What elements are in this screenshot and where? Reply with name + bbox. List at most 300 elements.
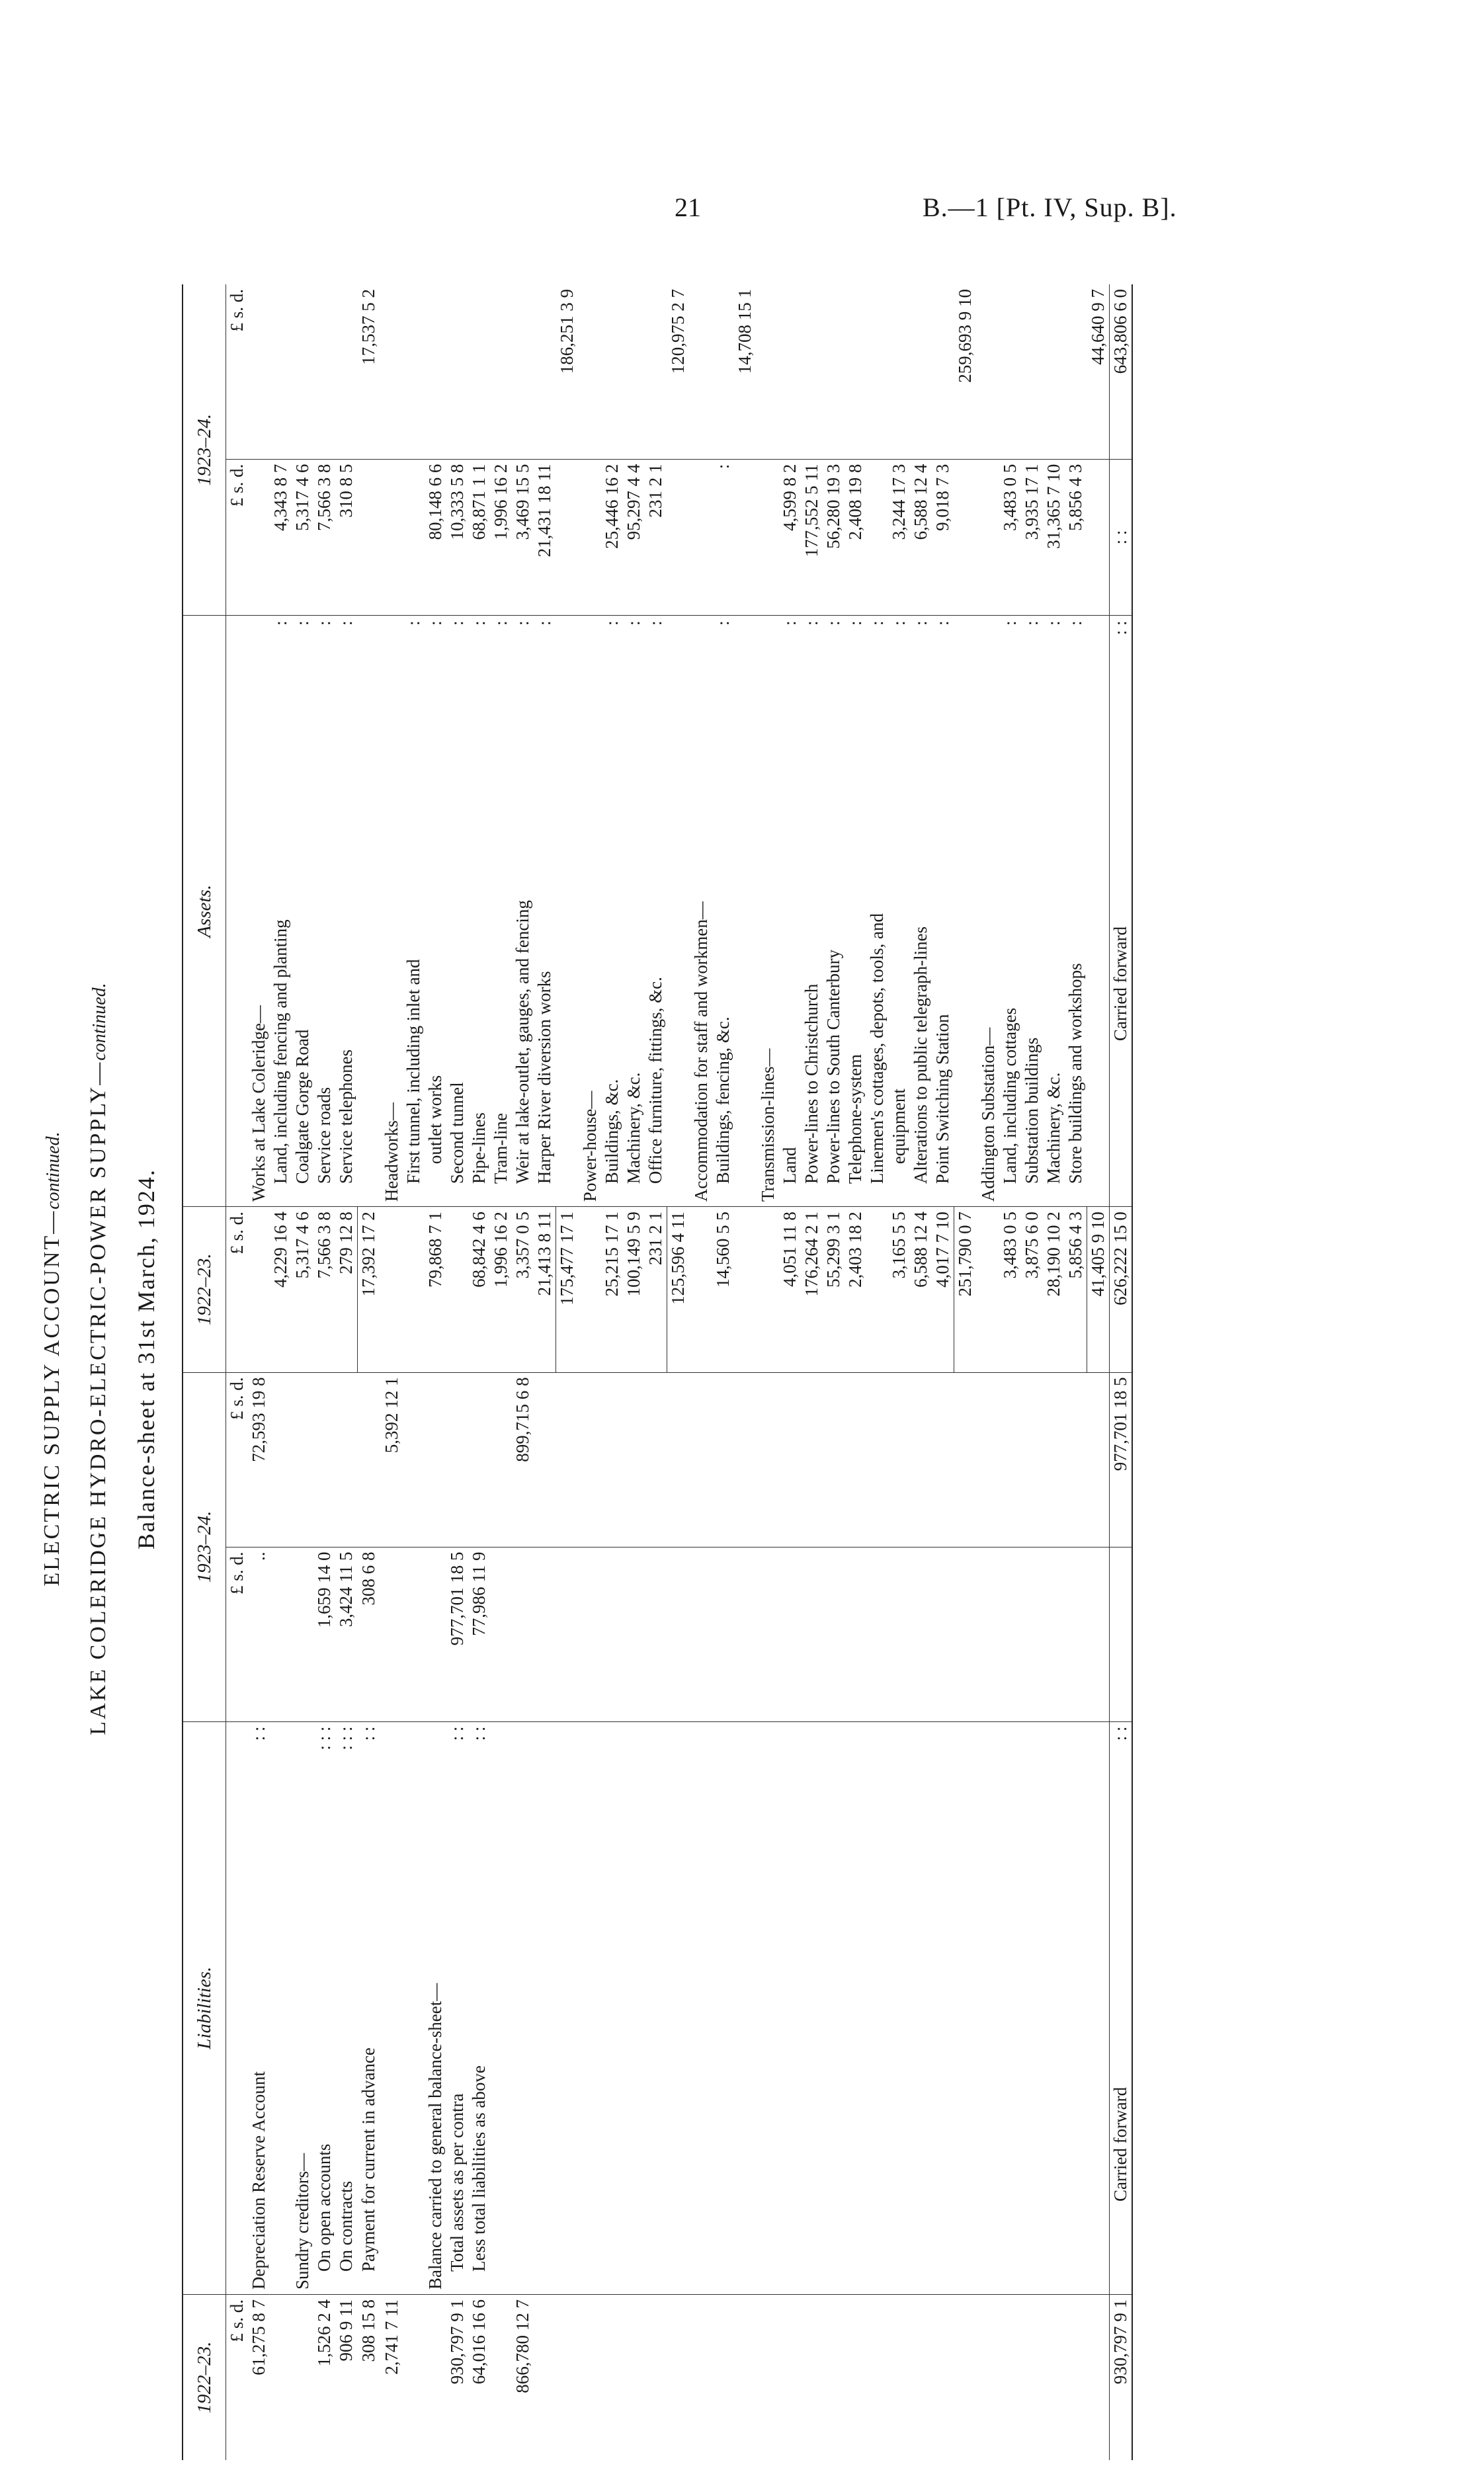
asset-label-cell	[534, 616, 556, 1207]
asset-outer-cell	[757, 284, 779, 459]
liab-inner-cell	[999, 1547, 1021, 1721]
liab-outer-cell	[335, 1372, 358, 1547]
liab-prev-cell	[999, 2295, 1021, 2460]
asset-outer-cell	[579, 284, 601, 459]
assets-prev-cell	[866, 1207, 888, 1372]
table-row	[381, 284, 403, 2460]
liab-label-cell	[712, 1721, 734, 2295]
liab-outer-cell: 5,392 12 1	[381, 1372, 403, 1547]
liab-prev-cell	[292, 2295, 313, 2460]
assets-prev-cell	[403, 1207, 425, 1372]
assets-prev-cell: 175,477 17 1	[556, 1207, 579, 1372]
asset-outer-cell	[823, 284, 845, 459]
leader-dots: :	[911, 620, 930, 626]
liab-inner-cell	[381, 1547, 403, 1721]
table-row	[292, 284, 313, 2460]
asset-label-cell	[932, 616, 954, 1207]
assets-prev-cell: 41,405 9 10	[1087, 1207, 1110, 1372]
liab-label-cell	[556, 1721, 579, 2295]
asset-label-cell	[601, 616, 623, 1207]
liab-inner-cell	[534, 1547, 556, 1721]
asset-label: Telephone-system	[845, 1054, 865, 1184]
liab-carried-prev: 930,797 9 1	[1110, 2299, 1130, 2385]
liabilities-header: Liabilities.	[183, 1721, 226, 2295]
liab-outer-cell	[490, 1372, 512, 1547]
asset-outer-cell: 186,251 3 9	[556, 284, 579, 459]
liab-inner-cell	[932, 1547, 954, 1721]
asset-inner-cell: 25,446 16 2	[601, 459, 623, 616]
liab-label-cell	[1065, 1721, 1087, 2295]
asset-label-cell	[954, 616, 977, 1207]
liab-prev-cell: 1,526 2 4	[314, 2299, 334, 2367]
liab-label-cell	[512, 1721, 534, 2295]
asset-outer-cell	[623, 284, 645, 459]
liab-inner-cell	[712, 1547, 734, 1721]
asset-label: Accommodation for staff and workmen—	[691, 901, 711, 1202]
liab-inner-cell	[1087, 1547, 1110, 1721]
liab-inner-cell	[1021, 1547, 1043, 1721]
table-row	[358, 284, 380, 2460]
asset-label-cell	[734, 616, 756, 1207]
table-row	[1043, 284, 1065, 2460]
leader-dots: : :	[358, 1726, 378, 1741]
page-number: 21	[675, 192, 701, 222]
table-row	[645, 284, 667, 2460]
asset-inner-cell: 310 8 5	[335, 459, 358, 616]
liab-label-cell	[490, 1721, 512, 2295]
asset-inner-cell: 4,343 8 7	[270, 459, 292, 616]
asset-inner-cell	[977, 459, 999, 616]
liab-label-cell	[954, 1721, 977, 2295]
asset-outer-cell	[313, 284, 335, 459]
asset-outer-cell	[977, 284, 999, 459]
assets-prev-cell	[248, 1207, 270, 1372]
liab-prev-cell	[977, 2295, 999, 2460]
liab-outer-cell	[757, 1372, 779, 1547]
asset-inner-cell: 6,588 12 4	[910, 459, 932, 616]
asset-inner-cell	[556, 459, 579, 616]
assets-curr-header: 1923–24.	[183, 284, 226, 616]
leader-dots: :	[447, 620, 467, 626]
table-row	[313, 284, 335, 2460]
asset-label: Power-house—	[580, 1091, 600, 1202]
asset-outer-cell	[845, 284, 866, 459]
liab-prev-cell	[888, 2295, 910, 2460]
leader-dots: :	[867, 620, 887, 626]
table-row	[932, 284, 954, 2460]
assets-prev-cell: 176,264 2 1	[801, 1207, 823, 1372]
liab-prev-cell	[425, 2295, 446, 2460]
liab-inner-cell	[866, 1547, 888, 1721]
asset-label-cell	[823, 616, 845, 1207]
asset-outer-cell	[270, 284, 292, 459]
assets-prev-cell	[690, 1207, 712, 1372]
unit-label: £ s. d.	[226, 1207, 249, 1372]
liab-label-cell	[757, 1721, 779, 2295]
liab-outer-cell	[601, 1372, 623, 1547]
liab-inner-cell	[1065, 1547, 1087, 1721]
asset-label: equipment	[889, 1089, 909, 1165]
asset-inner-cell: :	[712, 459, 734, 616]
liab-prev-cell	[534, 2295, 556, 2460]
liab-carried-total: 977,701 18 5	[1110, 1372, 1133, 1547]
liab-label-cell	[645, 1721, 667, 2295]
leader-dots: :	[845, 620, 865, 626]
liab-outer-cell	[313, 1372, 335, 1547]
asset-inner-cell	[248, 459, 270, 616]
unit-label: £ s. d.	[226, 1372, 249, 1547]
asset-label-cell	[779, 616, 801, 1207]
liab-label-cell	[335, 1721, 358, 2295]
assets-prev-cell: 1,996 16 2	[490, 1207, 512, 1372]
liab-label-cell	[534, 1721, 556, 2295]
table-row	[1087, 284, 1110, 2460]
asset-label: Substation buildings	[1022, 1037, 1042, 1184]
leader-dots: :	[823, 620, 843, 626]
liab-prev-cell	[801, 2295, 823, 2460]
asset-inner-cell: 2,408 19 8	[845, 459, 866, 616]
asset-label-cell	[381, 616, 403, 1207]
liab-inner-cell	[623, 1547, 645, 1721]
asset-inner-cell: 177,552 5 11	[801, 459, 823, 616]
liab-label-cell	[910, 1721, 932, 2295]
liab-label: Less total liabilities as above	[469, 2065, 489, 2272]
leader-dots: :	[425, 620, 445, 626]
leader-dots: :	[889, 620, 909, 626]
liab-inner-cell	[490, 1547, 512, 1721]
liab-prev-cell	[845, 2295, 866, 2460]
liab-label-cell	[999, 1721, 1021, 2295]
leader-dots: :	[780, 620, 800, 626]
table-row	[866, 284, 888, 2460]
asset-label: Store buildings and workshops	[1065, 963, 1085, 1184]
liab-label-cell	[358, 1721, 380, 2295]
asset-inner-cell	[1087, 459, 1110, 616]
assets-prev-cell: 125,596 4 11	[667, 1207, 690, 1372]
asset-inner-cell: 68,871 1 1	[468, 459, 490, 616]
liab-label-cell	[734, 1721, 756, 2295]
table-row	[667, 284, 690, 2460]
liab-outer-cell	[579, 1372, 601, 1547]
liab-prev-cell	[623, 2295, 645, 2460]
liab-prev-cell	[667, 2295, 690, 2460]
asset-label: Land, including fencing and planting	[270, 919, 290, 1184]
asset-label: Buildings, &c.	[602, 1079, 622, 1184]
asset-label-cell	[866, 616, 888, 1207]
asset-inner-cell: 1,996 16 2	[490, 459, 512, 616]
asset-outer-cell	[381, 284, 403, 459]
asset-outer-cell: 14,708 15 1	[734, 284, 756, 459]
liab-label-cell	[446, 1721, 468, 2295]
asset-outer-cell	[446, 284, 468, 459]
asset-inner-cell	[757, 459, 779, 616]
asset-label-cell	[248, 616, 270, 1207]
asset-outer-cell	[490, 284, 512, 459]
asset-inner-cell	[667, 459, 690, 616]
liab-prev-cell	[954, 2295, 977, 2460]
assets-prev-cell: 5,317 4 6	[292, 1207, 313, 1372]
asset-label: Buildings, fencing, &c.	[713, 1016, 733, 1184]
table-row	[446, 284, 468, 2460]
liab-label-cell	[977, 1721, 999, 2295]
unit-label: £ s. d.	[226, 459, 249, 616]
liab-outer-cell	[888, 1372, 910, 1547]
liab-prev-cell	[932, 2295, 954, 2460]
table-row	[779, 284, 801, 2460]
asset-label: Service roads	[314, 1087, 334, 1184]
table-body	[248, 284, 1110, 2460]
liab-inner-cell	[667, 1547, 690, 1721]
asset-outer-cell	[712, 284, 734, 459]
leader-dots: :	[932, 620, 952, 626]
asset-outer-cell	[999, 284, 1021, 459]
liab-inner-cell	[823, 1547, 845, 1721]
leader-dots: :	[1044, 620, 1063, 626]
asset-inner-cell: 7,566 3 8	[313, 459, 335, 616]
asset-label-cell	[403, 616, 425, 1207]
heading-electric-supply: ELECTRIC SUPPLY ACCOUNT—continued.	[40, 1132, 64, 1587]
liab-inner-cell	[779, 1547, 801, 1721]
leader-dots: :	[624, 620, 643, 626]
liab-outer-cell	[977, 1372, 999, 1547]
liab-inner-cell	[403, 1547, 425, 1721]
liab-label-cell	[823, 1721, 845, 2295]
table-row	[490, 284, 512, 2460]
liab-label-cell	[248, 1721, 270, 2295]
liab-inner-cell: 1,659 14 0	[313, 1547, 335, 1721]
liab-inner-cell	[910, 1547, 932, 1721]
carried-forward-row: 930,797 9 1 Carried forward : : 977,701 18 5 626,222 15 0 Carried forward : : : : 643,806 6 0	[1110, 284, 1133, 2460]
asset-inner-cell: 3,935 17 1	[1021, 459, 1043, 616]
table-row	[403, 284, 425, 2460]
assets-prev-cell: 5,856 4 3	[1065, 1207, 1087, 1372]
liab-inner-cell: ..	[248, 1547, 270, 1721]
asset-label: outlet works	[425, 1075, 445, 1165]
liab-curr-header: 1923–24.	[183, 1372, 226, 1721]
liab-outer-cell	[690, 1372, 712, 1547]
asset-outer-cell	[468, 284, 490, 459]
asset-inner-cell: 31,365 7 10	[1043, 459, 1065, 616]
table-row	[248, 284, 270, 2460]
asset-outer-cell	[425, 284, 446, 459]
liab-outer-cell	[556, 1372, 579, 1547]
asset-label: Pipe-lines	[469, 1112, 489, 1184]
liab-inner-cell	[801, 1547, 823, 1721]
liab-prev-cell	[712, 2295, 734, 2460]
liab-label-cell	[1087, 1721, 1110, 2295]
liab-inner-cell	[556, 1547, 579, 1721]
asset-inner-cell: 10,333 5 8	[446, 459, 468, 616]
page-reference: B.—1 [Pt. IV, Sup. B].	[923, 192, 1177, 222]
asset-inner-cell: 80,148 6 6	[425, 459, 446, 616]
liab-label-cell	[601, 1721, 623, 2295]
table-row	[734, 284, 756, 2460]
liab-label-cell	[292, 1721, 313, 2295]
asset-label: Addington Substation—	[978, 1027, 998, 1202]
asset-inner-cell	[690, 459, 712, 616]
assets-prev-cell: 251,790 0 7	[954, 1207, 977, 1372]
asset-label-cell	[910, 616, 932, 1207]
liab-prev-cell	[601, 2295, 623, 2460]
asset-label-cell	[1043, 616, 1065, 1207]
liab-prev-cell	[1043, 2295, 1065, 2460]
liab-label-cell	[1043, 1721, 1065, 2295]
liab-inner-cell	[954, 1547, 977, 1721]
rotated-balance-sheet	[40, 258, 1462, 2460]
asset-label: Coalgate Gorge Road	[292, 1029, 312, 1184]
asset-inner-cell	[734, 459, 756, 616]
assets-prev-cell: 4,017 7 10	[932, 1207, 954, 1372]
table-row	[556, 284, 579, 2460]
leader-dots: :	[491, 620, 511, 626]
leader-dots: : : :	[336, 1726, 356, 1751]
asset-outer-cell	[779, 284, 801, 459]
liab-prev-header: 1922–23.	[183, 2295, 226, 2460]
liab-label-cell	[623, 1721, 645, 2295]
liab-outer-cell	[292, 1372, 313, 1547]
table-row	[1065, 284, 1087, 2460]
liab-prev-cell	[270, 2295, 292, 2460]
liab-outer-cell	[403, 1372, 425, 1547]
liab-prev-cell: 308 15 8	[358, 2299, 378, 2362]
asset-label: Machinery, &c.	[1044, 1072, 1063, 1184]
asset-outer-cell	[690, 284, 712, 459]
leader-dots: : : :	[314, 1726, 334, 1751]
leader-dots: :	[1000, 620, 1020, 626]
liab-outer-cell	[645, 1372, 667, 1547]
table-row	[468, 284, 490, 2460]
liab-prev-cell	[690, 2295, 712, 2460]
liab-label: Total assets as per contra	[447, 2093, 467, 2272]
asset-outer-cell	[534, 284, 556, 459]
liab-outer-cell	[932, 1372, 954, 1547]
liab-prev-cell: 906 9 11	[336, 2299, 356, 2362]
leader-dots: :	[1022, 620, 1042, 626]
asset-label-cell	[712, 616, 734, 1207]
asset-inner-cell: 3,244 17 3	[888, 459, 910, 616]
leader-dots: :	[270, 620, 290, 626]
leader-dots: : :	[447, 1726, 467, 1741]
liab-prev-cell	[1021, 2295, 1043, 2460]
liab-label-cell	[667, 1721, 690, 2295]
leader-dots: : :	[249, 1726, 268, 1741]
table-row	[977, 284, 999, 2460]
liab-outer-cell	[712, 1372, 734, 1547]
liab-inner-cell	[425, 1547, 446, 1721]
liab-carried-label: Carried forward : :	[1110, 1721, 1133, 2295]
asset-label: Works at Lake Coleridge—	[249, 1005, 268, 1202]
table-row	[823, 284, 845, 2460]
asset-label: Weir at lake-outlet, gauges, and fencing	[513, 900, 532, 1184]
asset-label-cell	[1065, 616, 1087, 1207]
liab-inner-cell	[1043, 1547, 1065, 1721]
table-row	[888, 284, 910, 2460]
assets-prev-cell: 231 2 1	[645, 1207, 667, 1372]
asset-outer-cell	[403, 284, 425, 459]
assets-prev-cell: 28,190 10 2	[1043, 1207, 1065, 1372]
liab-outer-cell	[801, 1372, 823, 1547]
asset-outer-cell	[801, 284, 823, 459]
liab-outer-cell	[667, 1372, 690, 1547]
assets-prev-cell: 3,357 0 5	[512, 1207, 534, 1372]
liab-outer-cell	[734, 1372, 756, 1547]
liab-outer-cell: 72,593 19 8	[248, 1372, 270, 1547]
table-row	[1021, 284, 1043, 2460]
asset-inner-cell: 56,280 19 3	[823, 459, 845, 616]
asset-outer-cell	[292, 284, 313, 459]
asset-label: Harper River diversion works	[534, 971, 554, 1184]
liab-outer-cell	[954, 1372, 977, 1547]
liab-inner-cell	[292, 1547, 313, 1721]
assets-prev-cell: 279 12 8	[335, 1207, 358, 1372]
liab-inner-cell	[757, 1547, 779, 1721]
liab-label-cell	[381, 1721, 403, 2295]
asset-outer-cell	[866, 284, 888, 459]
asset-label: First tunnel, including inlet and	[403, 959, 423, 1184]
liab-inner-cell: 308 6 8	[358, 1547, 380, 1721]
liab-label-cell	[579, 1721, 601, 2295]
liab-label-cell	[888, 1721, 910, 2295]
liab-label-cell	[425, 1721, 446, 2295]
unit-label: £ s. d.	[226, 284, 249, 459]
liab-outer-cell	[999, 1372, 1021, 1547]
asset-inner-cell: 9,018 7 3	[932, 459, 954, 616]
leader-dots: :	[534, 620, 554, 626]
liab-prev-cell	[645, 2295, 667, 2460]
asset-inner-cell: 95,297 4 4	[623, 459, 645, 616]
liab-inner-cell	[579, 1547, 601, 1721]
unit-label: £ s. d.	[227, 2299, 247, 2342]
assets-prev-cell	[977, 1207, 999, 1372]
asset-label-cell	[1087, 616, 1110, 1207]
asset-outer-cell	[1065, 284, 1087, 459]
asset-inner-cell: 3,469 15 5	[512, 459, 534, 616]
liab-label: Balance carried to general balance-sheet—	[425, 1983, 445, 2290]
liab-prev-cell: 61,275 8 7	[249, 2299, 268, 2375]
leader-dots: :	[802, 620, 821, 626]
asset-label-cell	[425, 616, 446, 1207]
leader-dots: :	[602, 620, 622, 626]
assets-carried-prev: 626,222 15 0	[1110, 1207, 1133, 1372]
asset-label: Linemen's cottages, depots, tools, and	[867, 913, 887, 1184]
header-row	[183, 284, 226, 2460]
liab-prev-cell	[910, 2295, 932, 2460]
leader-dots: :	[314, 620, 334, 626]
asset-label-cell	[977, 616, 999, 1207]
asset-inner-cell: 4,599 8 2	[779, 459, 801, 616]
liab-prev-cell	[1065, 2295, 1087, 2460]
liab-inner-cell	[734, 1547, 756, 1721]
asset-outer-cell	[248, 284, 270, 459]
liab-prev-cell	[757, 2295, 779, 2460]
asset-label-cell	[313, 616, 335, 1207]
asset-label-cell	[801, 616, 823, 1207]
leader-dots: :	[336, 620, 356, 626]
leader-dots: :	[645, 620, 665, 626]
assets-prev-cell: 14,560 5 5	[712, 1207, 734, 1372]
assets-prev-cell: 2,403 18 2	[845, 1207, 866, 1372]
asset-label-cell	[358, 616, 380, 1207]
assets-prev-cell: 3,483 0 5	[999, 1207, 1021, 1372]
liab-prev-cell	[403, 2295, 425, 2460]
asset-label-cell	[490, 616, 512, 1207]
table-row	[999, 284, 1021, 2460]
asset-label: Service telephones	[336, 1049, 356, 1184]
leader-dots: :	[292, 620, 312, 626]
liab-outer-cell	[1087, 1372, 1110, 1547]
asset-label-cell	[623, 616, 645, 1207]
liab-outer-cell	[779, 1372, 801, 1547]
